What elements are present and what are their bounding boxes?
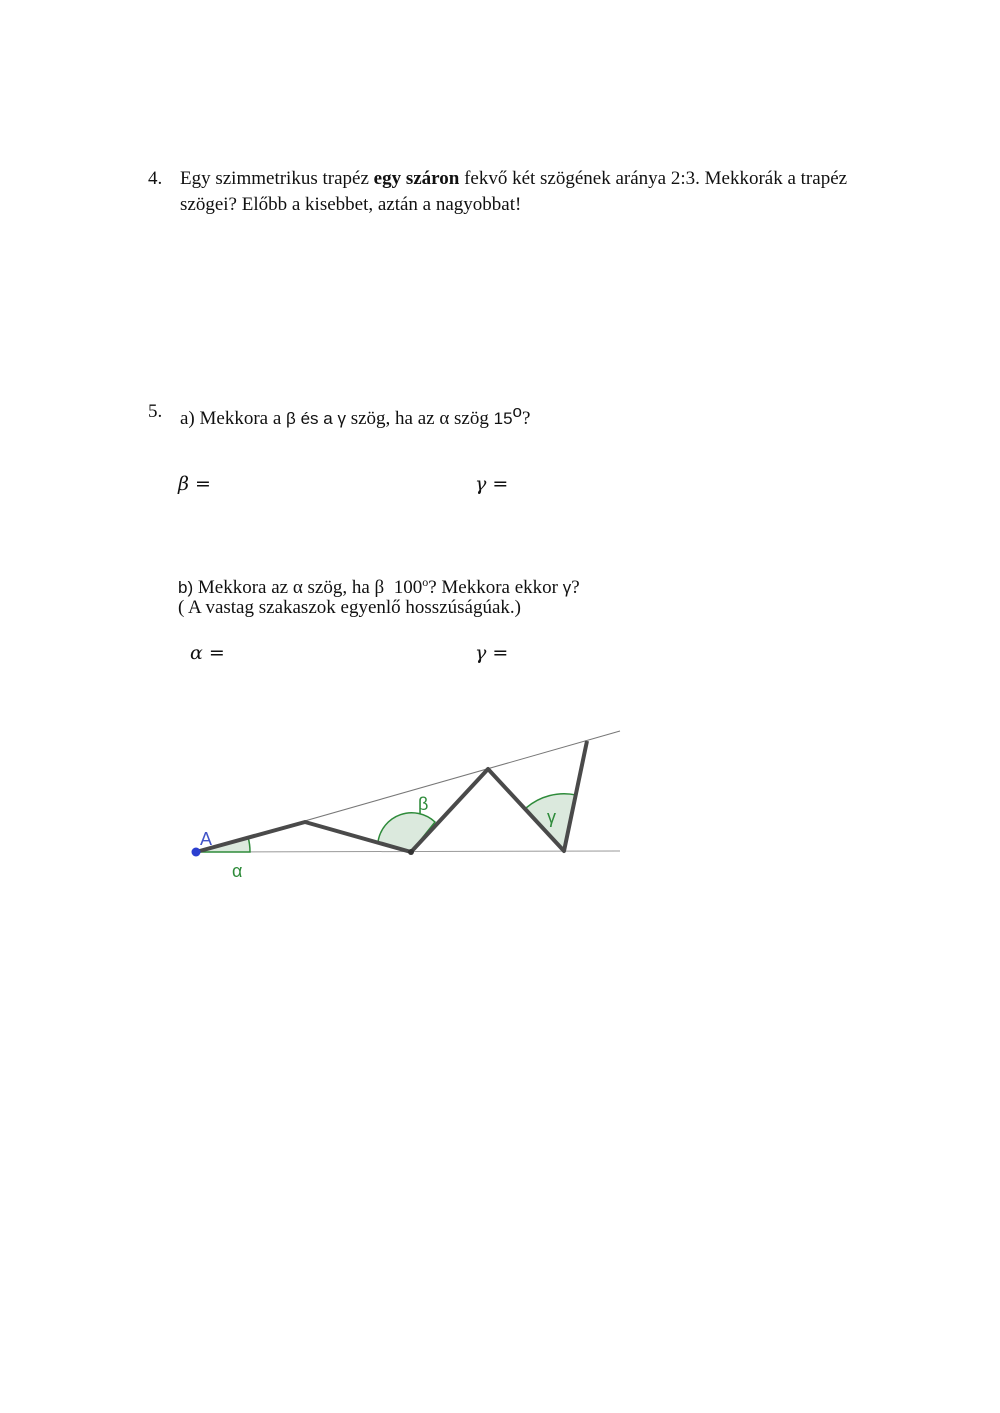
question-4-number: 4. xyxy=(148,168,163,189)
q5a-gamma: γ xyxy=(337,409,346,428)
q4-text: Egy szimmetrikus trapéz xyxy=(180,168,374,189)
q5a-value: 15 xyxy=(493,409,513,428)
q5b-prefix: b) xyxy=(178,578,194,597)
q5b-beta: β xyxy=(374,577,385,598)
equals: = xyxy=(194,473,211,495)
q5b-gamma: γ xyxy=(562,578,572,597)
q5b-degree: o xyxy=(422,575,429,589)
equals: = xyxy=(492,473,509,495)
q5a-prefix: a) Mekkora a xyxy=(180,408,287,429)
equals: = xyxy=(208,642,225,664)
equals: = xyxy=(492,642,509,664)
point-a-label: A xyxy=(200,829,213,849)
gamma-label: γ xyxy=(475,473,487,495)
beta-label: β xyxy=(178,473,189,495)
point-vertex xyxy=(408,849,414,855)
q5a-beta: β xyxy=(286,409,296,428)
question-5-number: 5. xyxy=(148,401,163,422)
alpha-figure-label: α xyxy=(232,861,243,881)
question-5b-note: ( A vastag szakaszok egyenlő hosszúságúak.) xyxy=(178,597,521,618)
q5b-value: 100 xyxy=(393,577,423,598)
beta-figure-label: β xyxy=(418,794,429,814)
q4-bold-text: egy száron xyxy=(373,168,460,189)
q5a-end: ? xyxy=(522,408,531,429)
q4-text-after: fekvő két szögének aránya 2:3. Mekkorák a trapéz xyxy=(459,168,848,189)
alpha-label: α xyxy=(190,642,203,664)
gamma-label-b: γ xyxy=(475,642,487,664)
q5b-mid: Mekkora az α szög, ha xyxy=(193,577,375,598)
q5a-degree: o xyxy=(512,402,523,421)
question-4-line-2: szögei? Előbb a kisebbet, aztán a nagyobbat! xyxy=(180,194,522,215)
q5a-mid: szög, ha az α szög xyxy=(345,408,494,429)
gamma-figure-label: γ xyxy=(547,807,556,827)
q5a-es-a: és a xyxy=(300,409,333,428)
q5b-end: ? xyxy=(571,577,580,598)
q5b-after: ? Mekkora ekkor xyxy=(428,577,563,598)
